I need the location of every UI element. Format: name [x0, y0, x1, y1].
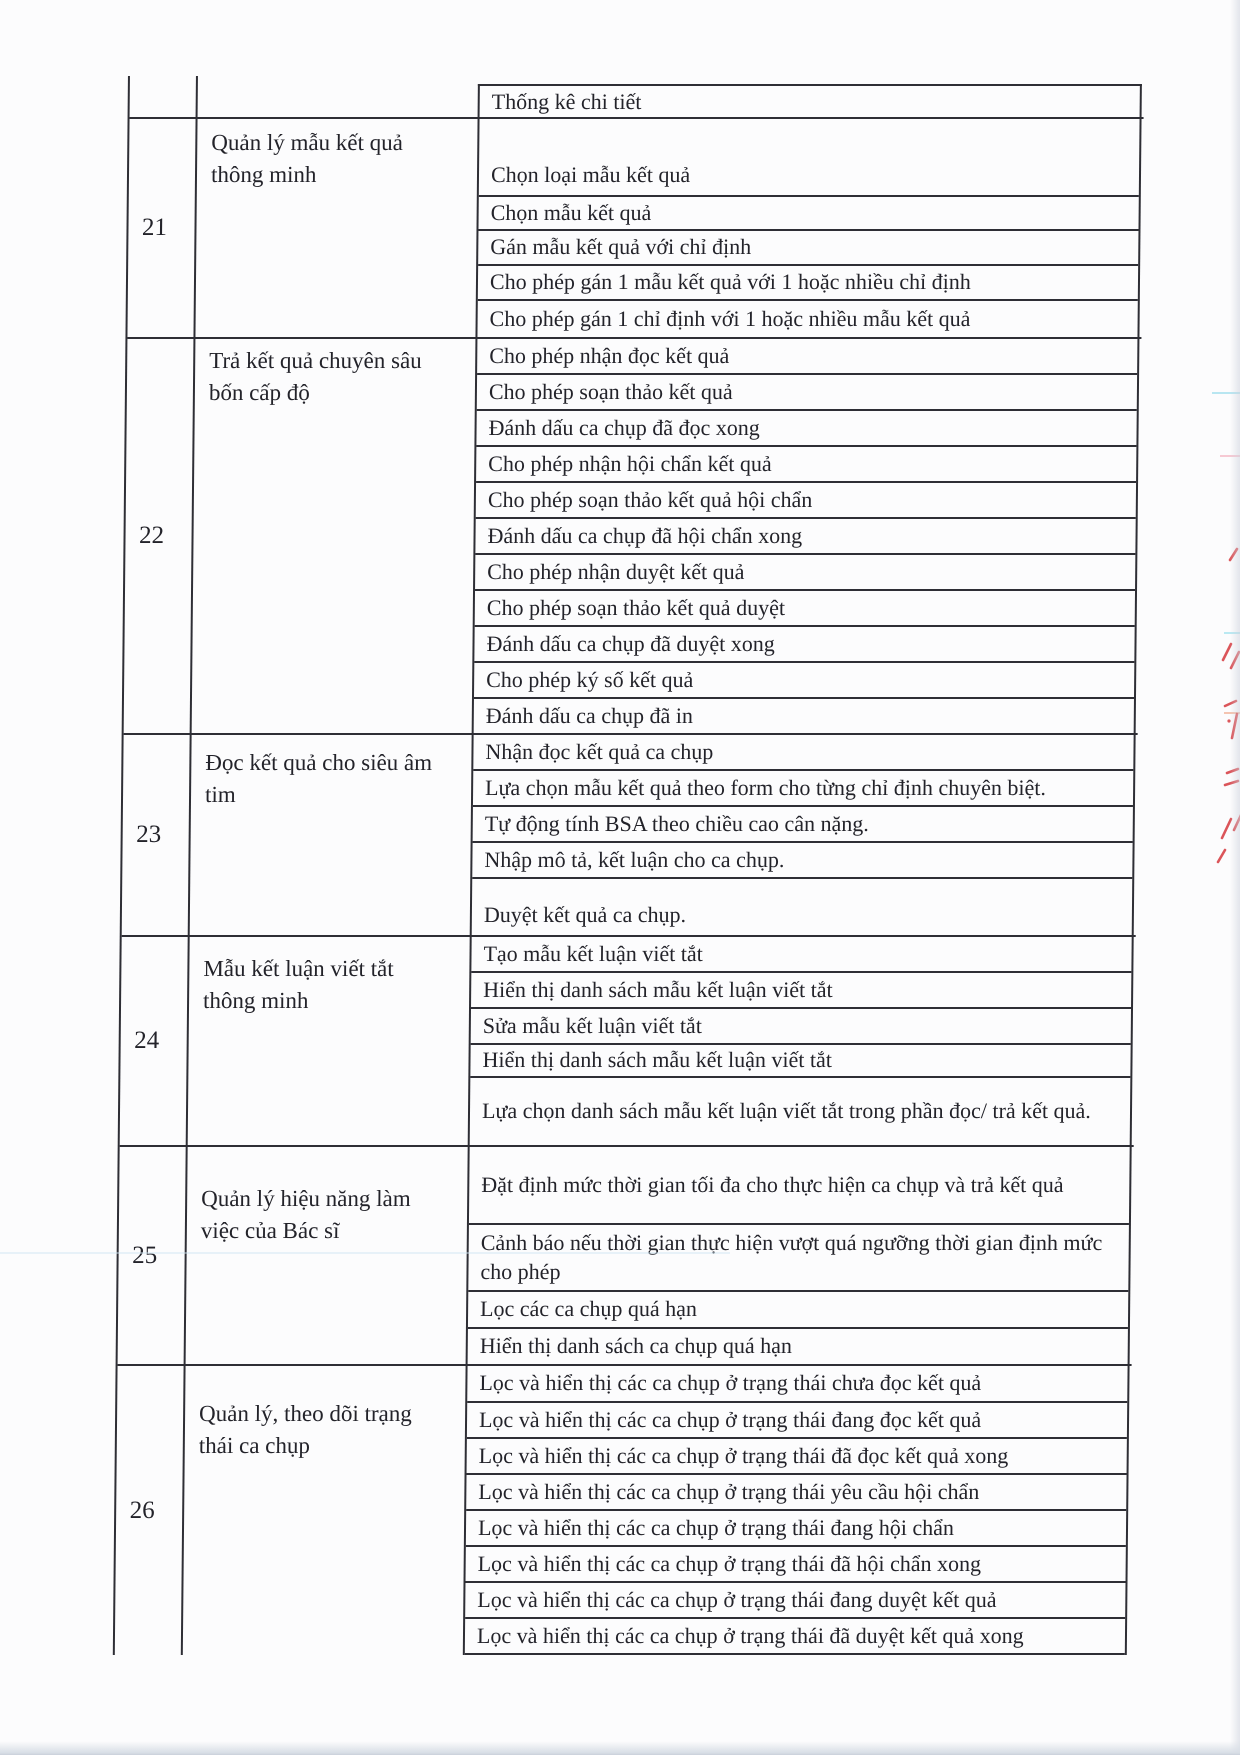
detail-text: Lọc và hiển thị các ca chụp ở trạng thái chưa đọc kết quả [479, 1370, 982, 1396]
table-row-group-24 [120, 935, 1136, 1145]
scan-faint-line [0, 1252, 730, 1254]
continuation-detail-cell [478, 84, 1142, 117]
detail-column [468, 937, 1134, 1145]
detail-text: Đánh dấu ca chụp đã đọc xong [488, 414, 760, 440]
detail-cell [476, 447, 1136, 483]
detail-cell [475, 555, 1135, 591]
detail-cell [475, 519, 1135, 555]
detail-cell [469, 1147, 1130, 1225]
detail-cell [476, 483, 1136, 519]
table-body [113, 117, 1144, 1655]
detail-cell [473, 771, 1133, 807]
row-number: 22 [138, 522, 165, 549]
detail-cell [468, 1225, 1129, 1292]
detail-text: Lọc và hiển thị các ca chụp ở trạng thái yêu cầu hội chẩn [478, 1478, 980, 1504]
feature-name-cell: Quản lý, theo dõi trạng thái ca chụp [181, 1366, 466, 1655]
detail-text: Hiển thị danh sách ca chụp quá hạn [479, 1333, 793, 1359]
column-divider [196, 76, 198, 117]
row-number: 21 [141, 214, 168, 241]
detail-cell [475, 591, 1135, 627]
detail-cell [465, 1583, 1125, 1619]
detail-text: Đánh dấu ca chụp đã in [485, 702, 694, 728]
detail-text: Cho phép soạn thảo kết quả hội chẩn [487, 486, 813, 512]
row-number: 26 [129, 1496, 155, 1524]
detail-cell [471, 1009, 1131, 1045]
feature-name-cell: Quản lý hiệu năng làm việc của Bác sĩ [184, 1147, 468, 1364]
table-row-group-21 [127, 117, 1143, 337]
detail-cell [468, 1292, 1128, 1329]
detail-cell [467, 1366, 1127, 1403]
detail-text: Cho phép nhận hội chẩn kết quả [488, 450, 772, 476]
detail-column [472, 339, 1140, 733]
detail-text: Cho phép soạn thảo kết quả duyệt [486, 594, 786, 620]
detail-column [466, 1147, 1132, 1364]
detail-text: Hiển thị danh sách mẫu kết luận viết tắt [483, 976, 833, 1002]
detail-text: Nhận đọc kết quả ca chụp [485, 738, 714, 764]
detail-text: Lọc và hiển thị các ca chụp ở trạng thái đã duyệt kết quả xong [476, 1622, 1024, 1648]
detail-text: Tự động tính BSA theo chiều cao cân nặng. [484, 810, 869, 836]
table-row-group-23 [122, 733, 1138, 935]
page-edge-shadow [1230, 0, 1240, 1755]
detail-text: Đánh dấu ca chụp đã hội chẩn xong [487, 522, 803, 548]
detail-text: Đặt định mức thời gian tối đa cho thực hiện ca chụp và trả kết quả [481, 1171, 1064, 1197]
detail-cell [477, 339, 1137, 375]
features-table [113, 72, 1144, 1655]
table-row-group-26 [115, 1364, 1132, 1655]
detail-text: Sửa mẫu kết luận viết tắt [482, 1012, 703, 1038]
detail-cell [477, 375, 1137, 411]
detail-text: Cho phép ký số kết quả [486, 666, 694, 692]
detail-text: Lựa chọn mẫu kết quả theo form cho từng chỉ định chuyên biệt. [485, 774, 1047, 800]
detail-text: Chọn mẫu kết quả [490, 199, 652, 225]
detail-text: Cho phép nhận đọc kết quả [489, 342, 730, 368]
table-row-group-22 [124, 337, 1142, 733]
detail-cell [472, 843, 1132, 879]
detail-text: Lựa chọn danh sách mẫu kết luận viết tắt trong phần đọc/ trả kết quả. [481, 1098, 1091, 1124]
detail-text: Cho phép gán 1 chỉ định với 1 hoặc nhiều mẫu kết quả [489, 305, 971, 331]
detail-cell [476, 411, 1136, 447]
detail-text: Hiển thị danh sách mẫu kết luận viết tắt [482, 1047, 833, 1073]
detail-cell [465, 1619, 1125, 1655]
detail-cell [467, 1439, 1127, 1475]
detail-cell [474, 627, 1134, 663]
feature-name-cell: Đọc kết quả cho siêu âm tim [188, 735, 472, 935]
table-row-group-25 [118, 1145, 1134, 1364]
table-continuation-fragment [128, 72, 1144, 117]
detail-column [470, 735, 1136, 935]
detail-cell [474, 699, 1134, 733]
detail-cell [479, 119, 1140, 197]
detail-text: Cho phép soạn thảo kết quả [488, 378, 733, 404]
detail-cell [468, 1329, 1128, 1364]
detail-text: Lọc và hiển thị các ca chụp ở trạng thái đã hội chẩn xong [477, 1550, 982, 1576]
detail-cell [478, 197, 1138, 231]
detail-cell [478, 266, 1138, 301]
detail-text: Đánh dấu ca chụp đã duyệt xong [486, 630, 775, 656]
detail-text: Duyệt kết quả ca chụp. [483, 902, 687, 928]
scan-bottom-edge [0, 1741, 1240, 1755]
detail-text: Nhập mô tả, kết luận cho ca chụp. [484, 846, 785, 872]
detail-cell [471, 937, 1131, 973]
detail-text: Lọc các ca chụp quá hạn [480, 1296, 698, 1322]
detail-cell [473, 735, 1133, 771]
detail-cell [466, 1475, 1126, 1511]
detail-cell [467, 1403, 1127, 1439]
continuation-detail-text: Thống kê chi tiết [491, 88, 642, 114]
detail-cell [465, 1547, 1125, 1583]
detail-text: Lọc và hiển thị các ca chụp ở trạng thái đang duyệt kết quả [477, 1586, 997, 1612]
feature-name-cell: Mẫu kết luận viết tắt thông minh [186, 937, 470, 1145]
detail-text: Cảnh báo nếu thời gian thực hiện vượt quá ngưỡng thời gian định mức cho phép [480, 1229, 1103, 1284]
detail-cell [472, 879, 1133, 935]
detail-cell [470, 1045, 1130, 1078]
feature-name-cell: Trả kết quả chuyên sâu bốn cấp độ [190, 339, 476, 733]
detail-text: Chọn loại mẫu kết quả [490, 162, 691, 188]
detail-text: Tạo mẫu kết luận viết tắt [483, 940, 703, 966]
detail-cell [466, 1511, 1126, 1547]
row-number: 23 [136, 821, 162, 848]
column-divider [128, 76, 130, 117]
detail-cell [478, 231, 1138, 266]
detail-cell [474, 663, 1134, 699]
detail-text: Lọc và hiển thị các ca chụp ở trạng thái đã đọc kết quả xong [478, 1442, 1009, 1468]
detail-cell [473, 807, 1133, 843]
detail-column [463, 1366, 1130, 1655]
detail-text: Lọc và hiển thị các ca chụp ở trạng thái đang hội chẩn [477, 1514, 955, 1540]
detail-text: Cho phép gán 1 mẫu kết quả với 1 hoặc nhiều chỉ định [489, 269, 971, 295]
detail-cell [471, 973, 1131, 1009]
feature-name-cell: Quản lý mẫu kết quả thông minh [193, 119, 477, 337]
detail-column [475, 119, 1141, 337]
detail-text: Cho phép nhận duyệt kết quả [487, 558, 745, 584]
detail-text: Gán mẫu kết quả với chỉ định [490, 234, 752, 260]
detail-cell [477, 301, 1137, 337]
detail-text: Lọc và hiển thị các ca chụp ở trạng thái đang đọc kết quả [478, 1406, 982, 1432]
detail-cell [470, 1078, 1131, 1145]
row-number: 25 [132, 1241, 158, 1269]
row-number: 24 [134, 1027, 160, 1054]
